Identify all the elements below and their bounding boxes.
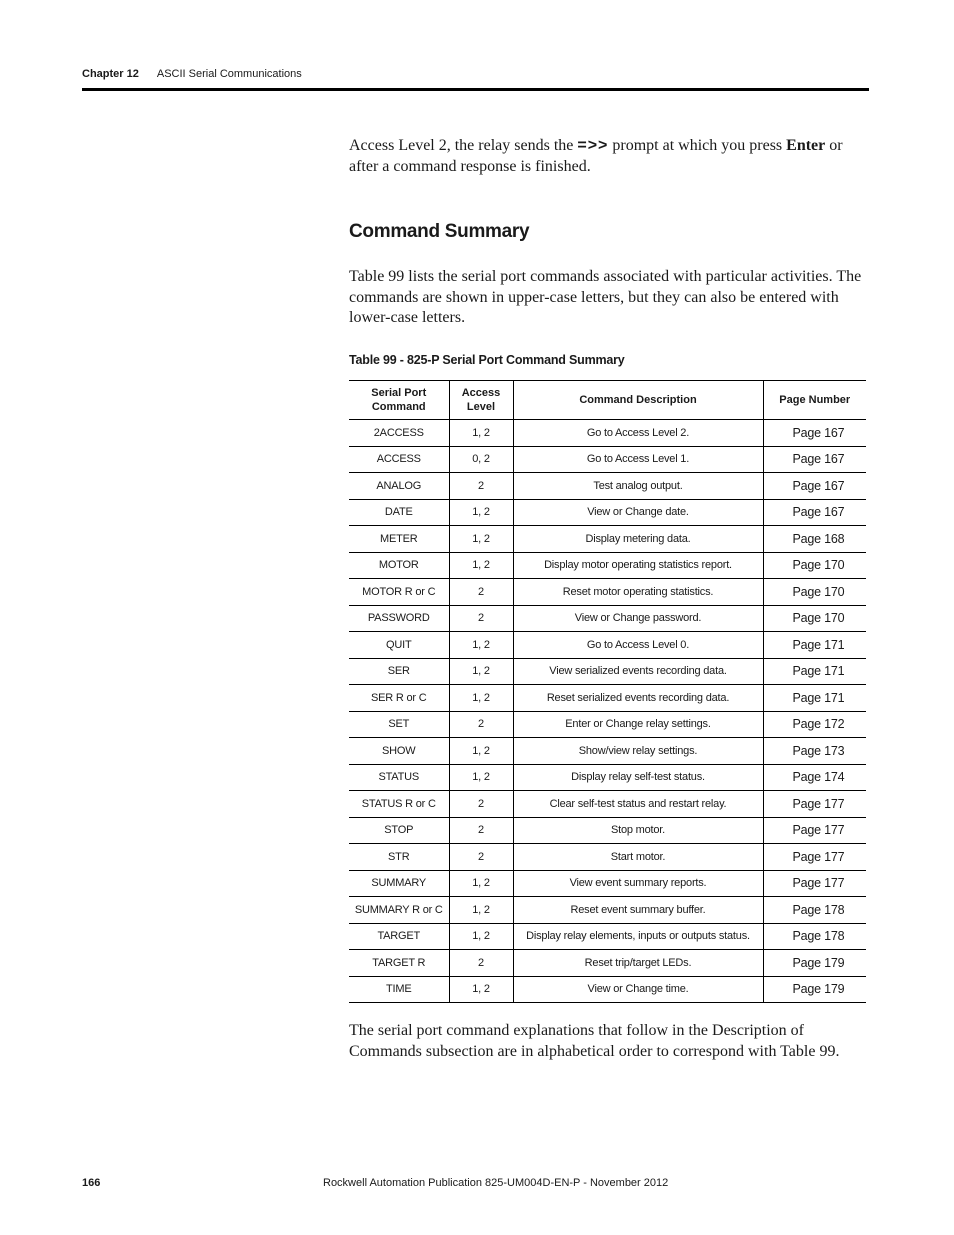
cell-description: Display relay elements, inputs or outputs status. <box>513 923 763 950</box>
section-heading: Command Summary <box>349 221 530 242</box>
cell-access-level: 1, 2 <box>449 738 513 765</box>
cell-command: ANALOG <box>349 473 449 500</box>
cell-access-level: 1, 2 <box>449 976 513 1003</box>
table-caption: Table 99 - 825-P Serial Port Command Summary <box>349 353 625 367</box>
table-row <box>349 526 866 553</box>
cell-description: Clear self-test status and restart relay. <box>513 791 763 818</box>
cell-page: Page 170 <box>763 552 866 579</box>
closing-paragraph: The serial port command explanations that follow in the Description of Commands subsection are in alphabetical order to correspond with Table 99. <box>349 1022 840 1060</box>
table-row <box>349 552 866 579</box>
header-rule <box>82 88 869 91</box>
table-row <box>349 579 866 606</box>
table-row <box>349 950 866 977</box>
cell-description: Reset motor operating statistics. <box>513 579 763 606</box>
enter-key-label: Enter <box>786 137 826 154</box>
cell-description: Reset event summary buffer. <box>513 897 763 924</box>
cell-command: TARGET R <box>349 950 449 977</box>
cell-access-level: 1, 2 <box>449 552 513 579</box>
cell-description: Test analog output. <box>513 473 763 500</box>
cell-page: Page 172 <box>763 711 866 738</box>
cell-access-level: 2 <box>449 579 513 606</box>
cell-description: Display relay self-test status. <box>513 764 763 791</box>
cell-description: Go to Access Level 1. <box>513 446 763 473</box>
table-body <box>349 420 866 1003</box>
cell-access-level: 2 <box>449 473 513 500</box>
intro-text-middle: prompt at which you press <box>608 137 787 154</box>
cell-description: Go to Access Level 0. <box>513 632 763 659</box>
cell-access-level: 1, 2 <box>449 764 513 791</box>
cell-command: QUIT <box>349 632 449 659</box>
cell-page: Page 177 <box>763 791 866 818</box>
command-summary-table <box>349 380 866 1003</box>
cell-description: Display motor operating statistics report. <box>513 552 763 579</box>
cell-access-level: 2 <box>449 817 513 844</box>
cell-page: Page 179 <box>763 950 866 977</box>
cell-page: Page 171 <box>763 632 866 659</box>
table-row <box>349 817 866 844</box>
publication-info: Rockwell Automation Publication 825-UM004D-EN-P - November 2012 <box>323 1177 669 1189</box>
cell-command: SUMMARY R or C <box>349 897 449 924</box>
cell-command: STATUS <box>349 764 449 791</box>
cell-page: Page 179 <box>763 976 866 1003</box>
chapter-label: Chapter 12 <box>82 68 139 80</box>
cell-access-level: 1, 2 <box>449 923 513 950</box>
cell-command: MOTOR <box>349 552 449 579</box>
table-row <box>349 446 866 473</box>
intro-text-before: Access Level 2, the relay sends the <box>349 137 578 154</box>
cell-description: View or Change date. <box>513 499 763 526</box>
cell-description: View serialized events recording data. <box>513 658 763 685</box>
table-row <box>349 685 866 712</box>
cell-access-level: 1, 2 <box>449 897 513 924</box>
table-row <box>349 499 866 526</box>
cell-access-level: 1, 2 <box>449 632 513 659</box>
cell-access-level: 2 <box>449 950 513 977</box>
cell-page: Page 173 <box>763 738 866 765</box>
cell-access-level: 2 <box>449 711 513 738</box>
cell-description: View event summary reports. <box>513 870 763 897</box>
table-row <box>349 870 866 897</box>
cell-page: Page 167 <box>763 499 866 526</box>
cell-command: STOP <box>349 817 449 844</box>
cell-command: SUMMARY <box>349 870 449 897</box>
cell-command: MOTOR R or C <box>349 579 449 606</box>
cell-command: SER R or C <box>349 685 449 712</box>
cell-access-level: 2 <box>449 605 513 632</box>
cell-page: Page 171 <box>763 685 866 712</box>
cell-command: STATUS R or C <box>349 791 449 818</box>
table-row <box>349 844 866 871</box>
chapter-title: ASCII Serial Communications <box>156 68 302 80</box>
intro-paragraph <box>349 135 869 177</box>
header-page-number: Page Number <box>763 381 866 420</box>
cell-command: PASSWORD <box>349 605 449 632</box>
intro-text-after: or after a command response is finished. <box>349 137 843 175</box>
cell-command: STR <box>349 844 449 871</box>
cell-page: Page 167 <box>763 420 866 447</box>
cell-description: View or Change time. <box>513 976 763 1003</box>
summary-paragraph: Table 99 lists the serial port commands associated with particular activities. The commands are shown in upper-case letters, but they can also be entered with lower-case letters. <box>349 268 862 326</box>
cell-command: SHOW <box>349 738 449 765</box>
table-row <box>349 791 866 818</box>
running-header <box>82 66 868 82</box>
cell-page: Page 174 <box>763 764 866 791</box>
table-row <box>349 976 866 1003</box>
header-command-description: Command Description <box>513 381 763 420</box>
table-row <box>349 605 866 632</box>
cell-page: Page 178 <box>763 897 866 924</box>
table-row <box>349 473 866 500</box>
cell-page: Page 177 <box>763 844 866 871</box>
table-row <box>349 897 866 924</box>
cell-page: Page 170 <box>763 605 866 632</box>
cell-page: Page 178 <box>763 923 866 950</box>
table-row <box>349 658 866 685</box>
cell-command: SET <box>349 711 449 738</box>
cell-command: 2ACCESS <box>349 420 449 447</box>
cell-description: View or Change password. <box>513 605 763 632</box>
cell-page: Page 170 <box>763 579 866 606</box>
cell-access-level: 2 <box>449 844 513 871</box>
cell-page: Page 167 <box>763 473 866 500</box>
cell-access-level: 1, 2 <box>449 685 513 712</box>
cell-command: SER <box>349 658 449 685</box>
cell-access-level: 1, 2 <box>449 526 513 553</box>
cell-access-level: 0, 2 <box>449 446 513 473</box>
cell-description: Show/view relay settings. <box>513 738 763 765</box>
cell-access-level: 1, 2 <box>449 420 513 447</box>
cell-page: Page 177 <box>763 870 866 897</box>
cell-command: METER <box>349 526 449 553</box>
cell-page: Page 168 <box>763 526 866 553</box>
table-row <box>349 711 866 738</box>
cell-description: Go to Access Level 2. <box>513 420 763 447</box>
table-header-row <box>349 381 866 420</box>
cell-description: Display metering data. <box>513 526 763 553</box>
table-row <box>349 738 866 765</box>
header-access-level: Access Level <box>449 381 513 420</box>
cell-page: Page 177 <box>763 817 866 844</box>
cell-description: Stop motor. <box>513 817 763 844</box>
cell-description: Enter or Change relay settings. <box>513 711 763 738</box>
cell-command: TIME <box>349 976 449 1003</box>
cell-access-level: 1, 2 <box>449 870 513 897</box>
cell-access-level: 1, 2 <box>449 658 513 685</box>
cell-description: Start motor. <box>513 844 763 871</box>
cell-page: Page 171 <box>763 658 866 685</box>
cell-access-level: 2 <box>449 791 513 818</box>
header-serial-port-command: Serial Port Command <box>349 381 449 420</box>
cell-command: TARGET <box>349 923 449 950</box>
cell-command: DATE <box>349 499 449 526</box>
page-number: 166 <box>82 1177 101 1189</box>
cell-description: Reset serialized events recording data. <box>513 685 763 712</box>
cell-access-level: 1, 2 <box>449 499 513 526</box>
table-row <box>349 923 866 950</box>
prompt-symbol: =>> <box>577 137 609 154</box>
table-row <box>349 632 866 659</box>
table-row <box>349 764 866 791</box>
cell-command: ACCESS <box>349 446 449 473</box>
cell-page: Page 167 <box>763 446 866 473</box>
cell-description: Reset trip/target LEDs. <box>513 950 763 977</box>
table-row <box>349 420 866 447</box>
